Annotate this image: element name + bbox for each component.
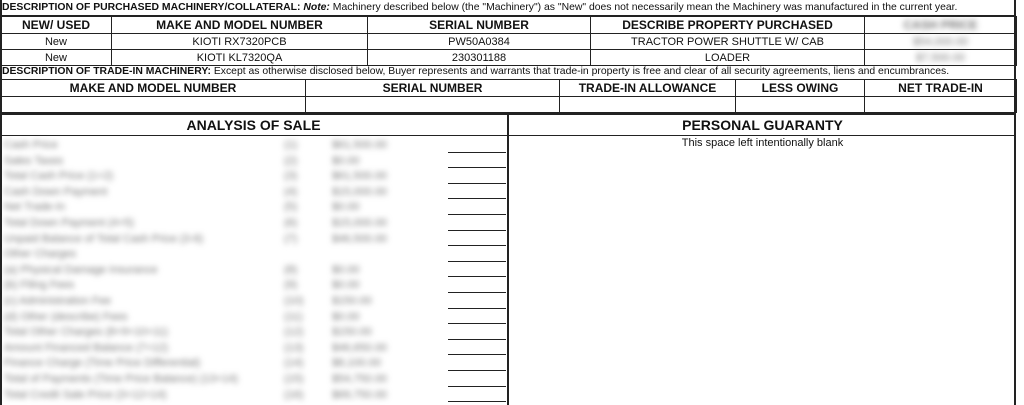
analysis-line-number: (16) — [284, 388, 304, 401]
list-item — [2, 262, 506, 278]
analysis-line-number: (5) — [284, 201, 298, 214]
list-item — [2, 215, 506, 231]
list-item — [2, 293, 506, 309]
cell-price: $54,000.00 — [865, 34, 1017, 50]
list-item — [2, 340, 506, 356]
analysis-amount: $15,000.00 — [332, 185, 388, 198]
analysis-label: Unpaid Balance of Total Cash Price (3-6) — [4, 232, 204, 245]
tradein-header — [2, 66, 949, 78]
analysis-label: Total Other Charges (8+9+10+11) — [4, 326, 168, 339]
analysis-label: (b) Filing Fees — [4, 279, 75, 292]
analysis-amount: $0.00 — [332, 201, 360, 214]
list-item — [2, 309, 506, 325]
analysis-amount: $46,650.00 — [332, 341, 388, 354]
analysis-label: Net Trade-In — [4, 201, 66, 214]
analysis-label: Amount Financed Balance (7+12) — [4, 341, 169, 354]
list-item — [2, 231, 506, 247]
cell-empty — [306, 97, 560, 113]
analysis-amount: $0.00 — [332, 263, 360, 276]
cell-empty — [560, 97, 736, 113]
list-item — [2, 184, 506, 200]
cell-empty — [736, 97, 865, 113]
purchased-header — [2, 2, 957, 14]
col-cash-price: CASH PRICE — [865, 17, 1017, 34]
list-item — [2, 324, 506, 340]
analysis-line-number: (13) — [284, 341, 304, 354]
purchased-header-row — [1, 17, 1017, 34]
analysis-label: (c) Administration Fee — [4, 295, 111, 307]
list-item — [2, 371, 506, 387]
purchased-title: DESCRIPTION OF PURCHASED MACHINERY/COLLATERAL: — [2, 2, 301, 13]
analysis-line-number: (9) — [284, 279, 298, 292]
analysis-line-number: (7) — [284, 232, 298, 245]
col-tradein-make-model: MAKE AND MODEL NUMBER — [1, 80, 306, 97]
analysis-line-number: (1) — [284, 139, 298, 151]
cell-new-used: New — [1, 50, 112, 66]
analysis-line-number: (14) — [284, 357, 304, 370]
col-make-model: MAKE AND MODEL NUMBER — [112, 17, 368, 34]
table-row — [1, 34, 1017, 50]
list-item — [2, 153, 506, 169]
analysis-line-number: (8) — [284, 263, 298, 276]
cell-empty — [1, 97, 306, 113]
analysis-amount: $15,000.00 — [332, 217, 388, 229]
analysis-label: Total of Payments (Time Price Balance) (13+14) — [4, 373, 239, 385]
column-divider — [507, 113, 509, 405]
list-item — [2, 246, 506, 262]
cell-make-model: KIOTI RX7320PCB — [112, 34, 368, 50]
analysis-label: Cash Down Payment — [4, 185, 108, 198]
list-item — [2, 199, 506, 215]
purchased-table — [0, 16, 1017, 66]
list-item — [2, 277, 506, 293]
purchased-note: Machinery described below (the "Machinery") as "New" does not necessarily mean the Machinery was manufactured in the current year. — [329, 2, 958, 13]
analysis-line-number: (12) — [284, 326, 304, 339]
cell-price: $7,500.00 — [865, 50, 1017, 66]
col-less-owing: LESS OWING — [736, 80, 865, 97]
analysis-amount: $0.00 — [332, 154, 360, 167]
analysis-label: Total Down Payment (4+5) — [4, 217, 134, 229]
list-item — [2, 387, 506, 403]
col-net-tradein: NET TRADE-IN — [865, 80, 1017, 97]
purchased-note-label: Note: — [303, 2, 330, 13]
analysis-line-number: (4) — [284, 185, 298, 198]
col-new-used: NEW/ USED — [1, 17, 112, 34]
tradein-table — [0, 79, 1017, 113]
analysis-label: Total Cash Price (1+2) — [4, 170, 114, 183]
tradein-header-row — [1, 80, 1017, 97]
cell-new-used: New — [1, 34, 112, 50]
table-row — [1, 97, 1017, 113]
analysis-line-number: (11) — [284, 310, 303, 323]
col-serial: SERIAL NUMBER — [368, 17, 591, 34]
table-row — [1, 50, 1017, 66]
guaranty-title: PERSONAL GUARANTY — [682, 117, 843, 133]
analysis-line-number: (3) — [284, 170, 298, 183]
analysis-amount: $8,100.00 — [332, 357, 381, 370]
cell-serial: 230301188 — [368, 50, 591, 66]
cell-property: LOADER — [591, 50, 865, 66]
analysis-label: (d) Other (describe) Fees — [4, 310, 128, 323]
col-tradein-allowance: TRADE-IN ALLOWANCE — [560, 80, 736, 97]
analysis-title: ANALYSIS OF SALE — [186, 117, 321, 133]
analysis-amount: $61,500.00 — [332, 170, 388, 183]
analysis-amount: $61,500.00 — [332, 139, 388, 151]
analysis-line-number: (10) — [284, 295, 304, 307]
cell-empty — [865, 97, 1017, 113]
cell-make-model: KIOTI KL7320QA — [112, 50, 368, 66]
analysis-label: Other Charges — [4, 248, 77, 261]
guaranty-note: This space left intentionally blank — [681, 137, 844, 149]
analysis-label: Cash Price — [4, 139, 58, 151]
analysis-amount: $0.00 — [332, 279, 360, 292]
analysis-amount: $69,750.00 — [332, 388, 388, 401]
list-item — [2, 168, 506, 184]
analysis-line-number: (2) — [284, 154, 298, 167]
cell-property: TRACTOR POWER SHUTTLE W/ CAB — [591, 34, 865, 50]
list-item — [2, 355, 506, 371]
tradein-title: DESCRIPTION OF TRADE-IN MACHINERY: — [2, 66, 211, 77]
analysis-amount: $0.00 — [332, 310, 360, 323]
cell-serial: PW50A0384 — [368, 34, 591, 50]
analysis-label: Finance Charge (Time Price Differential) — [4, 357, 201, 370]
analysis-label: Sales Taxes — [4, 154, 64, 167]
analysis-line-number: (6) — [284, 217, 298, 229]
tradein-text: Except as otherwise disclosed below, Buyer represents and warrants that trade-in property is free and clear of all security agreements, liens and encumbrances. — [210, 66, 950, 77]
analysis-line-number: (15) — [284, 373, 304, 385]
analysis-amount: $150.00 — [332, 326, 372, 339]
analysis-label: Total Credit Sale Price (3+12+14) — [4, 388, 167, 401]
list-item — [2, 137, 506, 153]
col-tradein-serial: SERIAL NUMBER — [306, 80, 560, 97]
col-property: DESCRIBE PROPERTY PURCHASED — [591, 17, 865, 34]
analysis-amount: $54,750.00 — [332, 373, 388, 385]
analysis-amount: $46,500.00 — [332, 232, 388, 245]
analysis-amount: $150.00 — [332, 295, 372, 307]
analysis-label: (a) Physical Damage Insurance — [4, 263, 158, 276]
amount-underline — [448, 401, 506, 402]
